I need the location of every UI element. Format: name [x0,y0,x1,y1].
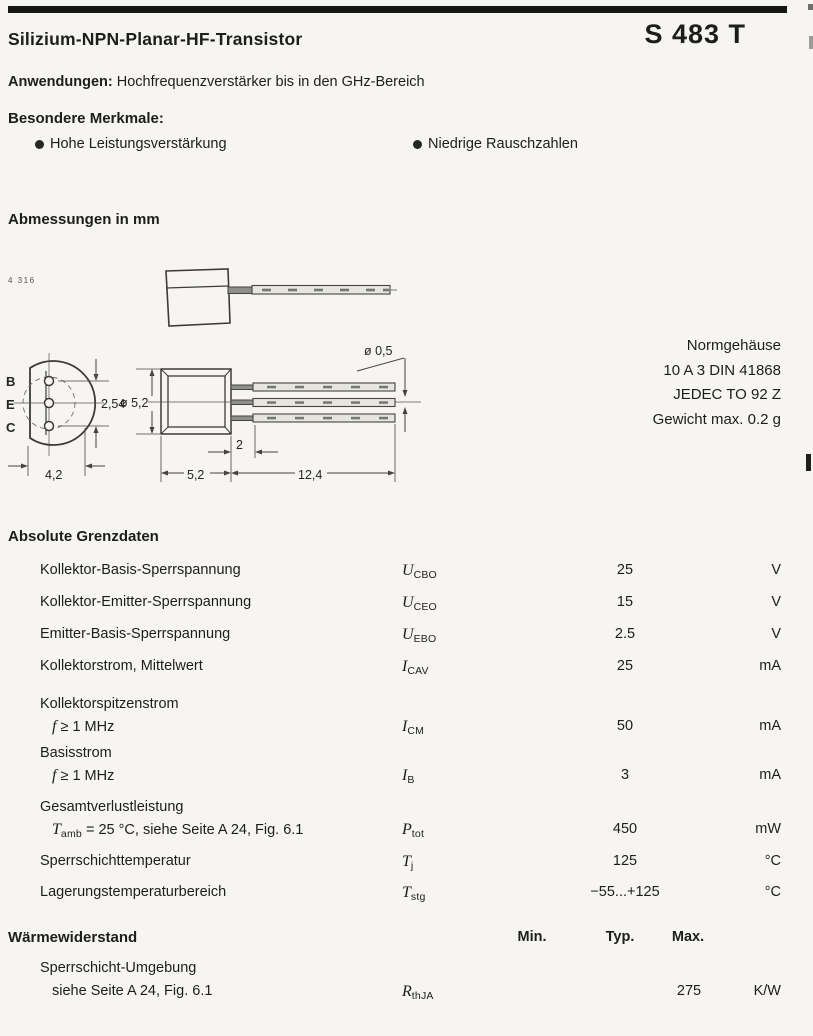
bullet-icon [413,140,422,149]
feature-item: Niedrige Rauschzahlen [428,136,578,152]
symbol-letter: I [402,767,408,784]
value: 2.5 [614,626,636,642]
symbol [402,656,429,682]
symbol-letter: U [402,626,414,643]
symbol-letter: U [402,594,414,611]
symbol [402,592,437,618]
condition [52,716,114,742]
symbol-subscript: j [410,860,414,872]
front-view [120,344,421,482]
condition [52,819,303,845]
value: 125 [612,853,638,869]
symbol-subscript: CEO [413,601,437,613]
param-label: Kollektorstrom, Mittelwert [40,658,203,674]
col-header-min: Min. [517,929,547,945]
param-label: Emitter-Basis-Sperrspannung [40,626,231,642]
value: 450 [612,821,638,837]
package-info-line: Gewicht max. 0.2 g [652,410,781,428]
symbol-letter: P [402,821,412,838]
part-number: S 483 T [644,19,746,49]
condition-text: ≥ 1 MHz [56,768,115,784]
symbol [402,851,413,877]
dim-pin-spacing: 2,54 [101,397,126,411]
condition-symbol: f [52,767,57,784]
pin-base [45,377,54,386]
page-edge-mark [809,36,813,49]
param-label: Basisstrom [40,745,112,761]
unit: mA [759,658,781,674]
param-label: Kollektor-Emitter-Sperrspannung [40,594,252,610]
condition: siehe Seite A 24, Fig. 6.1 [52,983,213,999]
unit: mA [759,767,781,783]
page-edge-tick [806,454,811,471]
symbol [402,882,426,908]
pin-emitter [45,399,54,408]
symbol-subscript: stg [410,891,426,903]
page-title: Silizium-NPN-Planar-HF-Transistor [8,29,303,49]
top-rule [8,6,787,13]
condition-text: ≥ 1 MHz [56,719,115,735]
pin-label-b: B [6,374,16,389]
symbol [402,716,424,742]
applications-line [8,74,425,90]
bullet-icon [35,140,44,149]
condition [52,765,114,791]
condition-subscript: amb [60,828,82,840]
feature-item: Hohe Leistungsverstärkung [50,136,227,152]
unit: V [771,562,781,578]
symbol-subscript: thJA [411,990,434,1002]
unit: mW [755,821,781,837]
symbol-letter: I [402,718,408,735]
symbol-subscript: CBO [413,569,437,581]
dimensions-heading: Abmessungen in mm [8,211,160,228]
package-info-line: JEDEC TO 92 Z [673,386,781,403]
pin-label-c: C [6,420,16,435]
param-label: Kollektorspitzenstrom [40,696,179,712]
leads [231,383,395,422]
unit: V [771,594,781,610]
max-value: 275 [676,983,702,999]
value: −55...+125 [590,884,660,900]
applications-text: Hochfrequenzverstärker bis in den GHz-Bereich [112,74,425,90]
symbol-subscript: CAV [407,665,429,677]
unit: mA [759,718,781,734]
package-drawing [0,250,430,490]
value: 3 [620,767,630,783]
package-info-line: 10 A 3 DIN 41868 [663,361,781,379]
param-label: Kollektor-Basis-Sperrspannung [40,562,241,578]
dim-lead-setback: 2 [236,438,243,452]
condition-text: = 25 °C, siehe Seite A 24, Fig. 6.1 [81,822,304,838]
symbol-letter: U [402,562,414,579]
symbol-subscript: EBO [413,633,437,645]
value: 15 [616,594,634,610]
unit: °C [764,884,781,900]
pin-view [6,353,125,482]
dim-body-width: 5,2 [187,468,205,482]
param-label: Gesamtverlustleistung [40,799,184,815]
value: 50 [616,718,634,734]
features-heading: Besondere Merkmale: [8,110,164,127]
unit: °C [764,853,781,869]
symbol-letter: T [402,884,411,901]
symbol-subscript: B [407,774,415,786]
thermal-heading: Wärmewiderstand [8,929,138,946]
top-view [166,269,397,326]
symbol-subscript: CM [407,725,425,737]
param-label: Sperrschicht-Umgebung [40,960,197,976]
page-edge-mark [808,4,813,10]
value: 25 [616,658,634,674]
col-header-max: Max. [671,929,705,945]
dim-body-diameter: ø 5,2 [120,396,149,410]
symbol [402,560,437,586]
symbol [402,765,415,791]
package-info-line: Normgehäuse [686,337,781,354]
symbol-subscript: tot [411,828,425,840]
unit: V [771,626,781,642]
package-info [653,334,781,432]
applications-label: Anwendungen: [8,74,113,90]
symbol-letter: I [402,658,408,675]
form-code: 4 316 [8,276,36,285]
symbol-letter: R [402,983,412,1000]
symbol-letter: T [402,853,411,870]
value: 25 [616,562,634,578]
symbol [402,983,434,1002]
symbol [402,624,436,650]
param-label: Sperrschichttemperatur [40,853,191,869]
pin-label-e: E [6,397,15,412]
col-header-typ: Typ. [605,929,635,945]
pin-collector [45,422,54,431]
symbol [402,819,424,845]
dim-lead-diameter: ø 0,5 [364,344,393,358]
dim-body-depth: 4,2 [45,468,63,482]
param-label: Lagerungstemperaturbereich [40,884,227,900]
dim-lead-length: 12,4 [298,468,323,482]
unit: K/W [753,983,781,999]
ratings-heading: Absolute Grenzdaten [8,528,159,545]
condition-symbol: f [52,718,57,735]
condition-symbol: T [52,821,61,838]
